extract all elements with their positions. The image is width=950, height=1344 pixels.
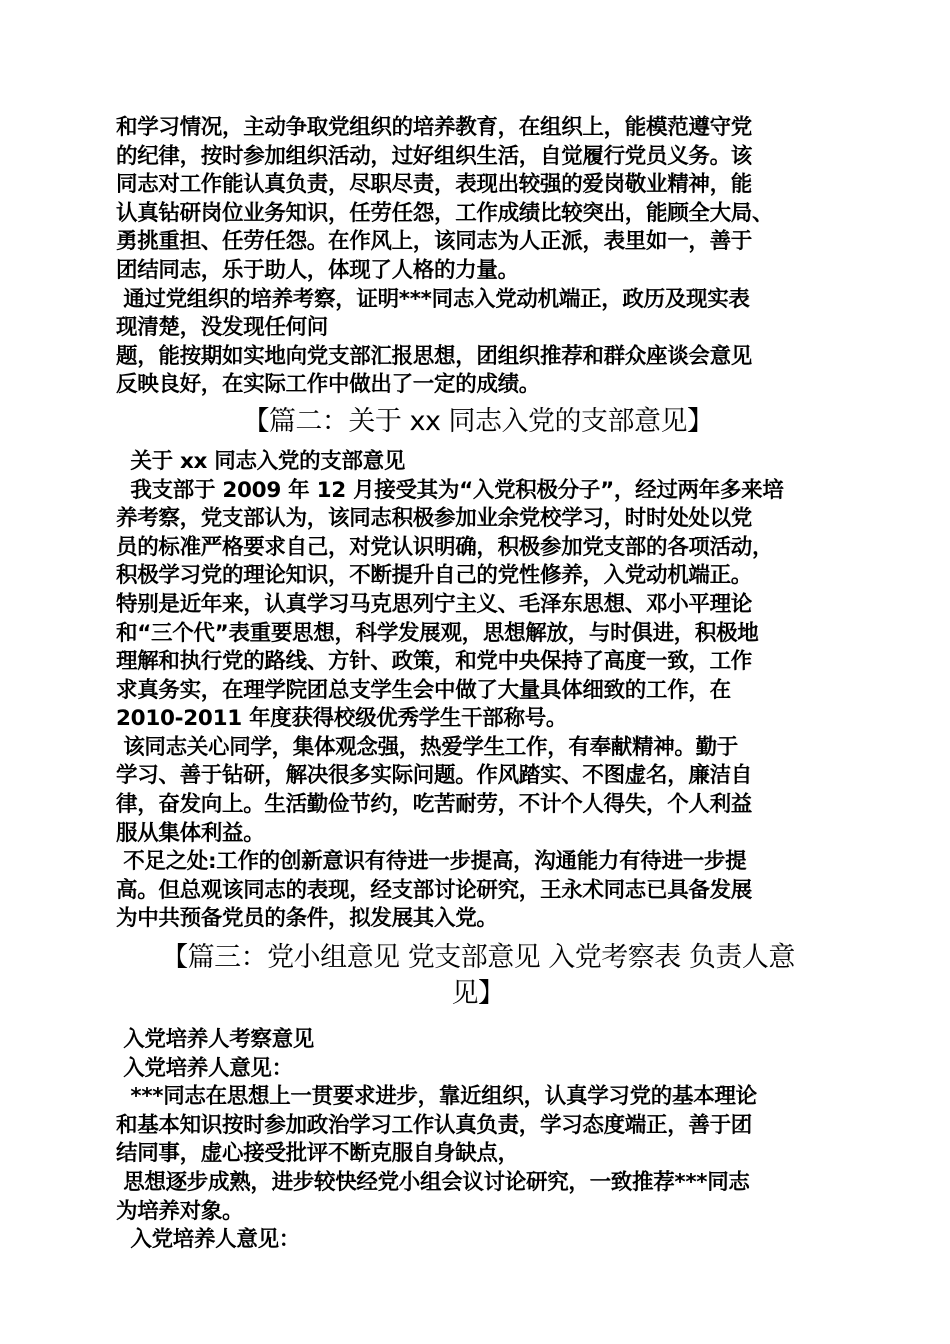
text-line: 勇挑重担、任劳任怨。在作风上，该同志为人正派，表里如一，善于 [116,229,753,255]
section-three-text [116,1026,840,1255]
text-line: 思想逐步成熟，进步较快经党小组会议讨论研究，一致推荐***同志 [116,1170,750,1195]
text-line: 高。但总观该同志的表现，经支部讨论研究，王永术同志已具备发展 [116,877,753,903]
heading-part-three-line-1: 【篇三：党小组意见 党支部意见 入党考察表 负责人意 [161,942,795,974]
text-line: 理解和执行党的路线、方针、政策，和党中央保持了高度一致，工作 [116,649,753,675]
text-line: 员的标准严格要求自己，对党认识明确，积极参加党支部的各项活动， [116,534,774,560]
text-line: 结同事，虚心接受批评不断克服自身缺点， [116,1141,519,1167]
text-line: 特别是近年来，认真学习马克思列宁主义、毛泽东思想、邓小平理论 [116,591,753,617]
text-line: 入党培养人意见： [116,1227,300,1253]
text-line: 2010-2011 年度获得校级优秀学生干部称号。 [116,706,568,732]
text-line: 的纪律，按时参加组织活动，过好组织生活，自觉履行党员义务。该 [116,143,753,169]
text-line: 该同志关心同学，集体观念强，热爱学生工作，有奉献精神。勤于 [116,734,738,760]
text-line: 反映良好，在实际工作中做出了一定的成绩。 [116,372,541,398]
section-one-text [116,114,840,400]
text-line: 和基本知识按时参加政治学习工作认真负责，学习态度端正，善于团 [116,1112,753,1138]
text-line: 认真钻研岗位业务知识，任劳任怨，工作成绩比较突出，能顾全大局、 [116,200,774,226]
heading-part-two: 【篇二：关于 xx 同志入党的支部意见】 [242,405,714,437]
heading-part-three-line-2: 见】 [451,978,505,1010]
text-line: 同志对工作能认真负责，尽职尽责，表现出较强的爱岗敬业精神，能 [116,172,753,198]
text-line: 通过党组织的培养考察，证明***同志入党动机端正，政历及现实表 [116,286,750,312]
text-line: ***同志在思想上一贯要求进步，靠近组织，认真学习党的基本理论 [116,1084,757,1110]
heading-part-three [116,940,840,1012]
text-line: 题，能按期如实地向党支部汇报思想，团组织推荐和群众座谈会意见 [116,343,753,369]
text-line: 积极学习党的理论知识，不断提升自己的党性修养，入党动机端正。 [116,563,753,589]
text-line: 不足之处:工作的创新意识有待进一步提高，沟通能力有待进一步提 [116,849,747,875]
text-line: 为中共预备党员的条件，拟发展其入党。 [116,906,498,932]
text-line: 服从集体利益。 [116,820,265,846]
text-line: 入党培养人意见： [116,1055,293,1081]
text-line: 求真务实，在理学院团总支学生会中做了大量具体细致的工作，在 [116,677,731,703]
text-line: 我支部于 2009 年 12 月接受其为“入党积极分子”，经过两年多来培 [116,477,784,503]
text-line: 和“三个代”表重要思想，科学发展观，思想解放，与时俱进，积极地 [116,620,759,646]
text-line: 学习、善于钻研，解决很多实际问题。作风踏实、不图虚名，廉洁自 [116,763,753,789]
text-line: 入党培养人考察意见 [116,1027,314,1053]
text-line: 团结同志，乐于助人，体现了人格的力量。 [116,257,519,283]
text-line: 为培养对象。 [116,1198,244,1224]
text-line: 养考察，党支部认为，该同志积极参加业余党校学习，时时处处以党 [116,506,753,532]
text-line: 关于 xx 同志入党的支部意见 [116,448,406,474]
section-two-text [116,448,840,934]
text-line: 律，奋发向上。生活勤俭节约，吃苦耐劳，不计个人得失，个人利益 [116,792,753,818]
text-line: 现清楚，没发现任何问 [116,315,329,341]
text-line: 和学习情况，主动争取党组织的培养教育，在组织上，能模范遵守党 [116,115,753,140]
